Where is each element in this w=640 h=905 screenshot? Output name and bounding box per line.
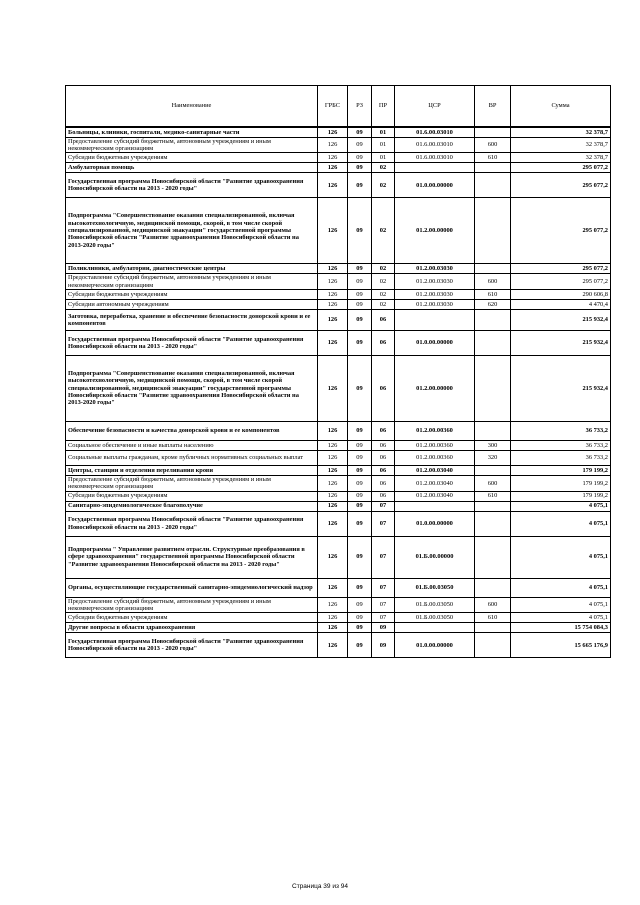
cell-pr: 07 xyxy=(372,597,395,613)
cell-name: Подпрограмма "Совершенствование оказания специализированной, включая высокотехнологичную, медицинской помощи, скорой, в том числе скорой специализированной, медицинской эвакуации" государственной программы Новосибирской области "Развитие здравоохранения Новосибирской области на 2013-2020 годы" xyxy=(66,355,318,421)
cell-sum: 4 075,1 xyxy=(511,501,611,511)
cell-name: Государственная программа Новосибирской области "Развитие здравоохранения Новосибирской области на 2013 - 2020 годы" xyxy=(66,330,318,355)
table-row xyxy=(66,475,611,491)
cell-grbs: 126 xyxy=(318,309,348,330)
cell-vr: 600 xyxy=(475,274,511,290)
cell-vr xyxy=(475,198,511,264)
cell-vr xyxy=(475,465,511,475)
cell-grbs: 126 xyxy=(318,597,348,613)
cell-rz: 09 xyxy=(348,511,372,536)
table-row xyxy=(66,163,611,173)
cell-pr: 09 xyxy=(372,623,395,633)
cell-name: Подпрограмма " Управление развитием отрасли. Структурные преобразования в сфере здравоохранения" государственной программы Новосибирской области "Развитие здравоохранения Новосибирской области на 2013 - 2020 годы" xyxy=(66,536,318,578)
cell-grbs: 126 xyxy=(318,299,348,309)
cell-rz: 09 xyxy=(348,450,372,465)
cell-grbs: 126 xyxy=(318,137,348,153)
cell-pr: 02 xyxy=(372,173,395,198)
cell-csr: 01.Б.00.03050 xyxy=(395,597,475,613)
cell-pr: 09 xyxy=(372,633,395,658)
cell-pr: 06 xyxy=(372,465,395,475)
header-csr: ЦСР xyxy=(395,86,475,128)
table-row xyxy=(66,597,611,613)
cell-vr xyxy=(475,578,511,597)
cell-vr: 620 xyxy=(475,299,511,309)
header-pr: ПР xyxy=(372,86,395,128)
cell-csr: 01.0.00.00000 xyxy=(395,330,475,355)
cell-pr: 06 xyxy=(372,440,395,450)
cell-csr: 01.Б.00.03050 xyxy=(395,578,475,597)
cell-csr: 01.2.00.03030 xyxy=(395,299,475,309)
cell-pr: 02 xyxy=(372,198,395,264)
cell-rz: 09 xyxy=(348,137,372,153)
cell-csr: 01.0.00.00000 xyxy=(395,511,475,536)
table-row xyxy=(66,421,611,440)
cell-sum: 295 077,2 xyxy=(511,264,611,274)
cell-grbs: 126 xyxy=(318,173,348,198)
cell-rz: 09 xyxy=(348,163,372,173)
cell-pr: 07 xyxy=(372,501,395,511)
cell-csr: 01.2.00.00000 xyxy=(395,355,475,421)
cell-csr: 01.6.00.03010 xyxy=(395,127,475,137)
table-row xyxy=(66,330,611,355)
cell-sum: 36 733,2 xyxy=(511,421,611,440)
cell-name: Субсидии автономным учреждениям xyxy=(66,299,318,309)
cell-vr xyxy=(475,511,511,536)
cell-pr: 07 xyxy=(372,613,395,623)
cell-csr: 01.2.00.00360 xyxy=(395,440,475,450)
cell-vr xyxy=(475,536,511,578)
cell-vr: 600 xyxy=(475,597,511,613)
table-row xyxy=(66,440,611,450)
cell-rz: 09 xyxy=(348,153,372,163)
cell-grbs: 126 xyxy=(318,578,348,597)
cell-name: Санитарно-эпидемиологическое благополучие xyxy=(66,501,318,511)
cell-grbs: 126 xyxy=(318,153,348,163)
cell-sum: 4 075,1 xyxy=(511,511,611,536)
cell-sum: 32 378,7 xyxy=(511,153,611,163)
cell-rz: 09 xyxy=(348,613,372,623)
cell-sum: 4 075,1 xyxy=(511,597,611,613)
cell-pr: 02 xyxy=(372,264,395,274)
cell-vr xyxy=(475,264,511,274)
cell-grbs: 126 xyxy=(318,440,348,450)
cell-sum: 36 733,2 xyxy=(511,440,611,450)
table-row xyxy=(66,633,611,658)
cell-pr: 06 xyxy=(372,491,395,501)
cell-rz: 09 xyxy=(348,289,372,299)
cell-name: Заготовка, переработка, хранение и обеспечение безопасности донорской крови и ее компонентов xyxy=(66,309,318,330)
cell-vr xyxy=(475,309,511,330)
cell-sum: 4 470,4 xyxy=(511,299,611,309)
cell-rz: 09 xyxy=(348,127,372,137)
cell-pr: 01 xyxy=(372,127,395,137)
cell-sum: 215 932,4 xyxy=(511,355,611,421)
table-row xyxy=(66,127,611,137)
cell-name: Субсидии бюджетным учреждениям xyxy=(66,289,318,299)
cell-rz: 09 xyxy=(348,330,372,355)
header-vr: ВР xyxy=(475,86,511,128)
header-grbs: ГРБС xyxy=(318,86,348,128)
cell-rz: 09 xyxy=(348,578,372,597)
cell-name: Субсидии бюджетным учреждениям xyxy=(66,153,318,163)
cell-sum: 290 606,8 xyxy=(511,289,611,299)
budget-table xyxy=(65,85,611,658)
table-row xyxy=(66,299,611,309)
cell-name: Субсидии бюджетным учреждениям xyxy=(66,613,318,623)
cell-name: Социальные выплаты гражданам, кроме публичных нормативных социальных выплат xyxy=(66,450,318,465)
cell-grbs: 126 xyxy=(318,633,348,658)
cell-vr: 320 xyxy=(475,450,511,465)
cell-pr: 06 xyxy=(372,475,395,491)
cell-csr xyxy=(395,623,475,633)
cell-vr xyxy=(475,421,511,440)
cell-grbs: 126 xyxy=(318,330,348,355)
cell-name: Подпрограмма "Совершенствование оказания специализированной, включая высокотехнологичную, медицинской помощи, скорой, в том числе скорой специализированной, медицинской эвакуации" государственной программы Новосибирской области "Развитие здравоохранения Новосибирской области на 2013-2020 годы" xyxy=(66,198,318,264)
cell-grbs: 126 xyxy=(318,501,348,511)
cell-sum: 4 075,1 xyxy=(511,613,611,623)
cell-pr: 06 xyxy=(372,421,395,440)
cell-rz: 09 xyxy=(348,623,372,633)
cell-pr: 02 xyxy=(372,299,395,309)
cell-sum: 4 075,1 xyxy=(511,578,611,597)
table-row xyxy=(66,465,611,475)
table-row xyxy=(66,137,611,153)
cell-pr: 06 xyxy=(372,330,395,355)
cell-vr xyxy=(475,501,511,511)
cell-vr: 610 xyxy=(475,613,511,623)
table-row xyxy=(66,491,611,501)
table-row xyxy=(66,274,611,290)
cell-vr: 300 xyxy=(475,440,511,450)
cell-sum: 295 077,2 xyxy=(511,274,611,290)
cell-sum: 295 077,2 xyxy=(511,163,611,173)
cell-pr: 02 xyxy=(372,289,395,299)
cell-name: Предоставление субсидий бюджетным, автономным учреждениям и иным некоммерческим организациям xyxy=(66,597,318,613)
cell-pr: 07 xyxy=(372,511,395,536)
cell-csr: 01.2.00.03030 xyxy=(395,264,475,274)
cell-csr: 01.Б.00.00000 xyxy=(395,536,475,578)
cell-sum: 179 199,2 xyxy=(511,465,611,475)
table-row xyxy=(66,198,611,264)
cell-rz: 09 xyxy=(348,597,372,613)
table-row xyxy=(66,536,611,578)
cell-csr: 01.2.00.00000 xyxy=(395,198,475,264)
cell-csr: 01.6.00.03010 xyxy=(395,137,475,153)
cell-sum: 179 199,2 xyxy=(511,491,611,501)
cell-name: Обеспечение безопасности и качества донорской крови и ее компонентов xyxy=(66,421,318,440)
cell-name: Другие вопросы в области здравоохранения xyxy=(66,623,318,633)
cell-grbs: 126 xyxy=(318,623,348,633)
cell-name: Амбулаторная помощь xyxy=(66,163,318,173)
cell-sum: 4 075,1 xyxy=(511,536,611,578)
cell-name: Предоставление субсидий бюджетным, автономным учреждениям и иным некоммерческим организациям xyxy=(66,137,318,153)
cell-grbs: 126 xyxy=(318,163,348,173)
cell-rz: 09 xyxy=(348,633,372,658)
table-row xyxy=(66,450,611,465)
table-row xyxy=(66,309,611,330)
cell-name: Предоставление субсидий бюджетным, автономным учреждениям и иным некоммерческим организациям xyxy=(66,475,318,491)
cell-grbs: 126 xyxy=(318,536,348,578)
cell-rz: 09 xyxy=(348,264,372,274)
cell-csr: 01.0.00.00000 xyxy=(395,633,475,658)
cell-csr: 01.2.00.00360 xyxy=(395,421,475,440)
cell-rz: 09 xyxy=(348,421,372,440)
cell-grbs: 126 xyxy=(318,198,348,264)
cell-csr: 01.2.00.03030 xyxy=(395,274,475,290)
cell-rz: 09 xyxy=(348,501,372,511)
cell-name: Государственная программа Новосибирской области "Развитие здравоохранения Новосибирской области на 2013 - 2020 годы" xyxy=(66,633,318,658)
cell-name: Субсидии бюджетным учреждениям xyxy=(66,491,318,501)
cell-vr xyxy=(475,163,511,173)
cell-csr: 01.2.00.03040 xyxy=(395,475,475,491)
page-number: Страница 39 из 94 xyxy=(292,883,348,890)
cell-vr xyxy=(475,355,511,421)
cell-rz: 09 xyxy=(348,536,372,578)
cell-name: Предоставление субсидий бюджетным, автономным учреждениям и иным некоммерческим организациям xyxy=(66,274,318,290)
cell-name: Больницы, клиники, госпитали, медико-санитарные части xyxy=(66,127,318,137)
cell-vr xyxy=(475,127,511,137)
cell-sum: 15 754 084,3 xyxy=(511,623,611,633)
cell-sum: 215 932,4 xyxy=(511,309,611,330)
header-name: Наименование xyxy=(66,86,318,128)
cell-csr xyxy=(395,501,475,511)
table-row xyxy=(66,153,611,163)
cell-grbs: 126 xyxy=(318,491,348,501)
cell-rz: 09 xyxy=(348,465,372,475)
cell-csr xyxy=(395,309,475,330)
cell-pr: 02 xyxy=(372,163,395,173)
cell-csr: 01.2.00.03030 xyxy=(395,289,475,299)
cell-vr xyxy=(475,173,511,198)
cell-sum: 179 199,2 xyxy=(511,475,611,491)
cell-grbs: 126 xyxy=(318,274,348,290)
cell-pr: 06 xyxy=(372,309,395,330)
cell-sum: 32 378,7 xyxy=(511,137,611,153)
header-rz: РЗ xyxy=(348,86,372,128)
header-sum: Сумма xyxy=(511,86,611,128)
cell-grbs: 126 xyxy=(318,450,348,465)
cell-sum: 36 733,2 xyxy=(511,450,611,465)
cell-pr: 07 xyxy=(372,536,395,578)
cell-vr: 610 xyxy=(475,491,511,501)
cell-grbs: 126 xyxy=(318,127,348,137)
cell-rz: 09 xyxy=(348,274,372,290)
cell-csr: 01.2.00.03040 xyxy=(395,491,475,501)
cell-pr: 06 xyxy=(372,450,395,465)
cell-rz: 09 xyxy=(348,299,372,309)
table-row xyxy=(66,264,611,274)
cell-name: Центры, станции и отделения переливания крови xyxy=(66,465,318,475)
cell-csr: 01.6.00.03010 xyxy=(395,153,475,163)
cell-sum: 215 932,4 xyxy=(511,330,611,355)
cell-grbs: 126 xyxy=(318,613,348,623)
cell-vr: 610 xyxy=(475,289,511,299)
table-row xyxy=(66,289,611,299)
cell-grbs: 126 xyxy=(318,289,348,299)
cell-sum: 32 378,7 xyxy=(511,127,611,137)
cell-pr: 01 xyxy=(372,153,395,163)
cell-csr: 01.Б.00.03050 xyxy=(395,613,475,623)
cell-rz: 09 xyxy=(348,475,372,491)
cell-sum: 295 077,2 xyxy=(511,173,611,198)
cell-pr: 06 xyxy=(372,355,395,421)
cell-rz: 09 xyxy=(348,173,372,198)
cell-csr: 01.0.00.00000 xyxy=(395,173,475,198)
cell-pr: 02 xyxy=(372,274,395,290)
cell-grbs: 126 xyxy=(318,421,348,440)
cell-sum: 15 665 176,9 xyxy=(511,633,611,658)
table-row xyxy=(66,613,611,623)
cell-vr xyxy=(475,623,511,633)
cell-rz: 09 xyxy=(348,355,372,421)
cell-name: Поликлиники, амбулатории, диагностические центры xyxy=(66,264,318,274)
table-row xyxy=(66,355,611,421)
cell-pr: 01 xyxy=(372,137,395,153)
cell-grbs: 126 xyxy=(318,264,348,274)
cell-vr: 610 xyxy=(475,153,511,163)
table-row xyxy=(66,623,611,633)
cell-rz: 09 xyxy=(348,440,372,450)
cell-sum: 295 077,2 xyxy=(511,198,611,264)
cell-grbs: 126 xyxy=(318,511,348,536)
cell-name: Государственная программа Новосибирской области "Развитие здравоохранения Новосибирской области на 2013 - 2020 годы" xyxy=(66,511,318,536)
cell-name: Социальное обеспечение и иные выплаты населению xyxy=(66,440,318,450)
cell-vr: 600 xyxy=(475,137,511,153)
cell-grbs: 126 xyxy=(318,475,348,491)
table-row xyxy=(66,173,611,198)
cell-csr xyxy=(395,163,475,173)
cell-csr: 01.2.00.03040 xyxy=(395,465,475,475)
table-header-row xyxy=(66,86,611,128)
cell-rz: 09 xyxy=(348,491,372,501)
cell-grbs: 126 xyxy=(318,465,348,475)
cell-pr: 07 xyxy=(372,578,395,597)
cell-rz: 09 xyxy=(348,309,372,330)
cell-name: Органы, осуществляющие государственный санитарно-эпидемиологический надзор xyxy=(66,578,318,597)
cell-vr xyxy=(475,633,511,658)
table-row xyxy=(66,501,611,511)
cell-vr xyxy=(475,330,511,355)
table-row xyxy=(66,511,611,536)
cell-vr: 600 xyxy=(475,475,511,491)
cell-csr: 01.2.00.00360 xyxy=(395,450,475,465)
table-row xyxy=(66,578,611,597)
cell-name: Государственная программа Новосибирской области "Развитие здравоохранения Новосибирской области на 2013 - 2020 годы" xyxy=(66,173,318,198)
cell-rz: 09 xyxy=(348,198,372,264)
cell-grbs: 126 xyxy=(318,355,348,421)
